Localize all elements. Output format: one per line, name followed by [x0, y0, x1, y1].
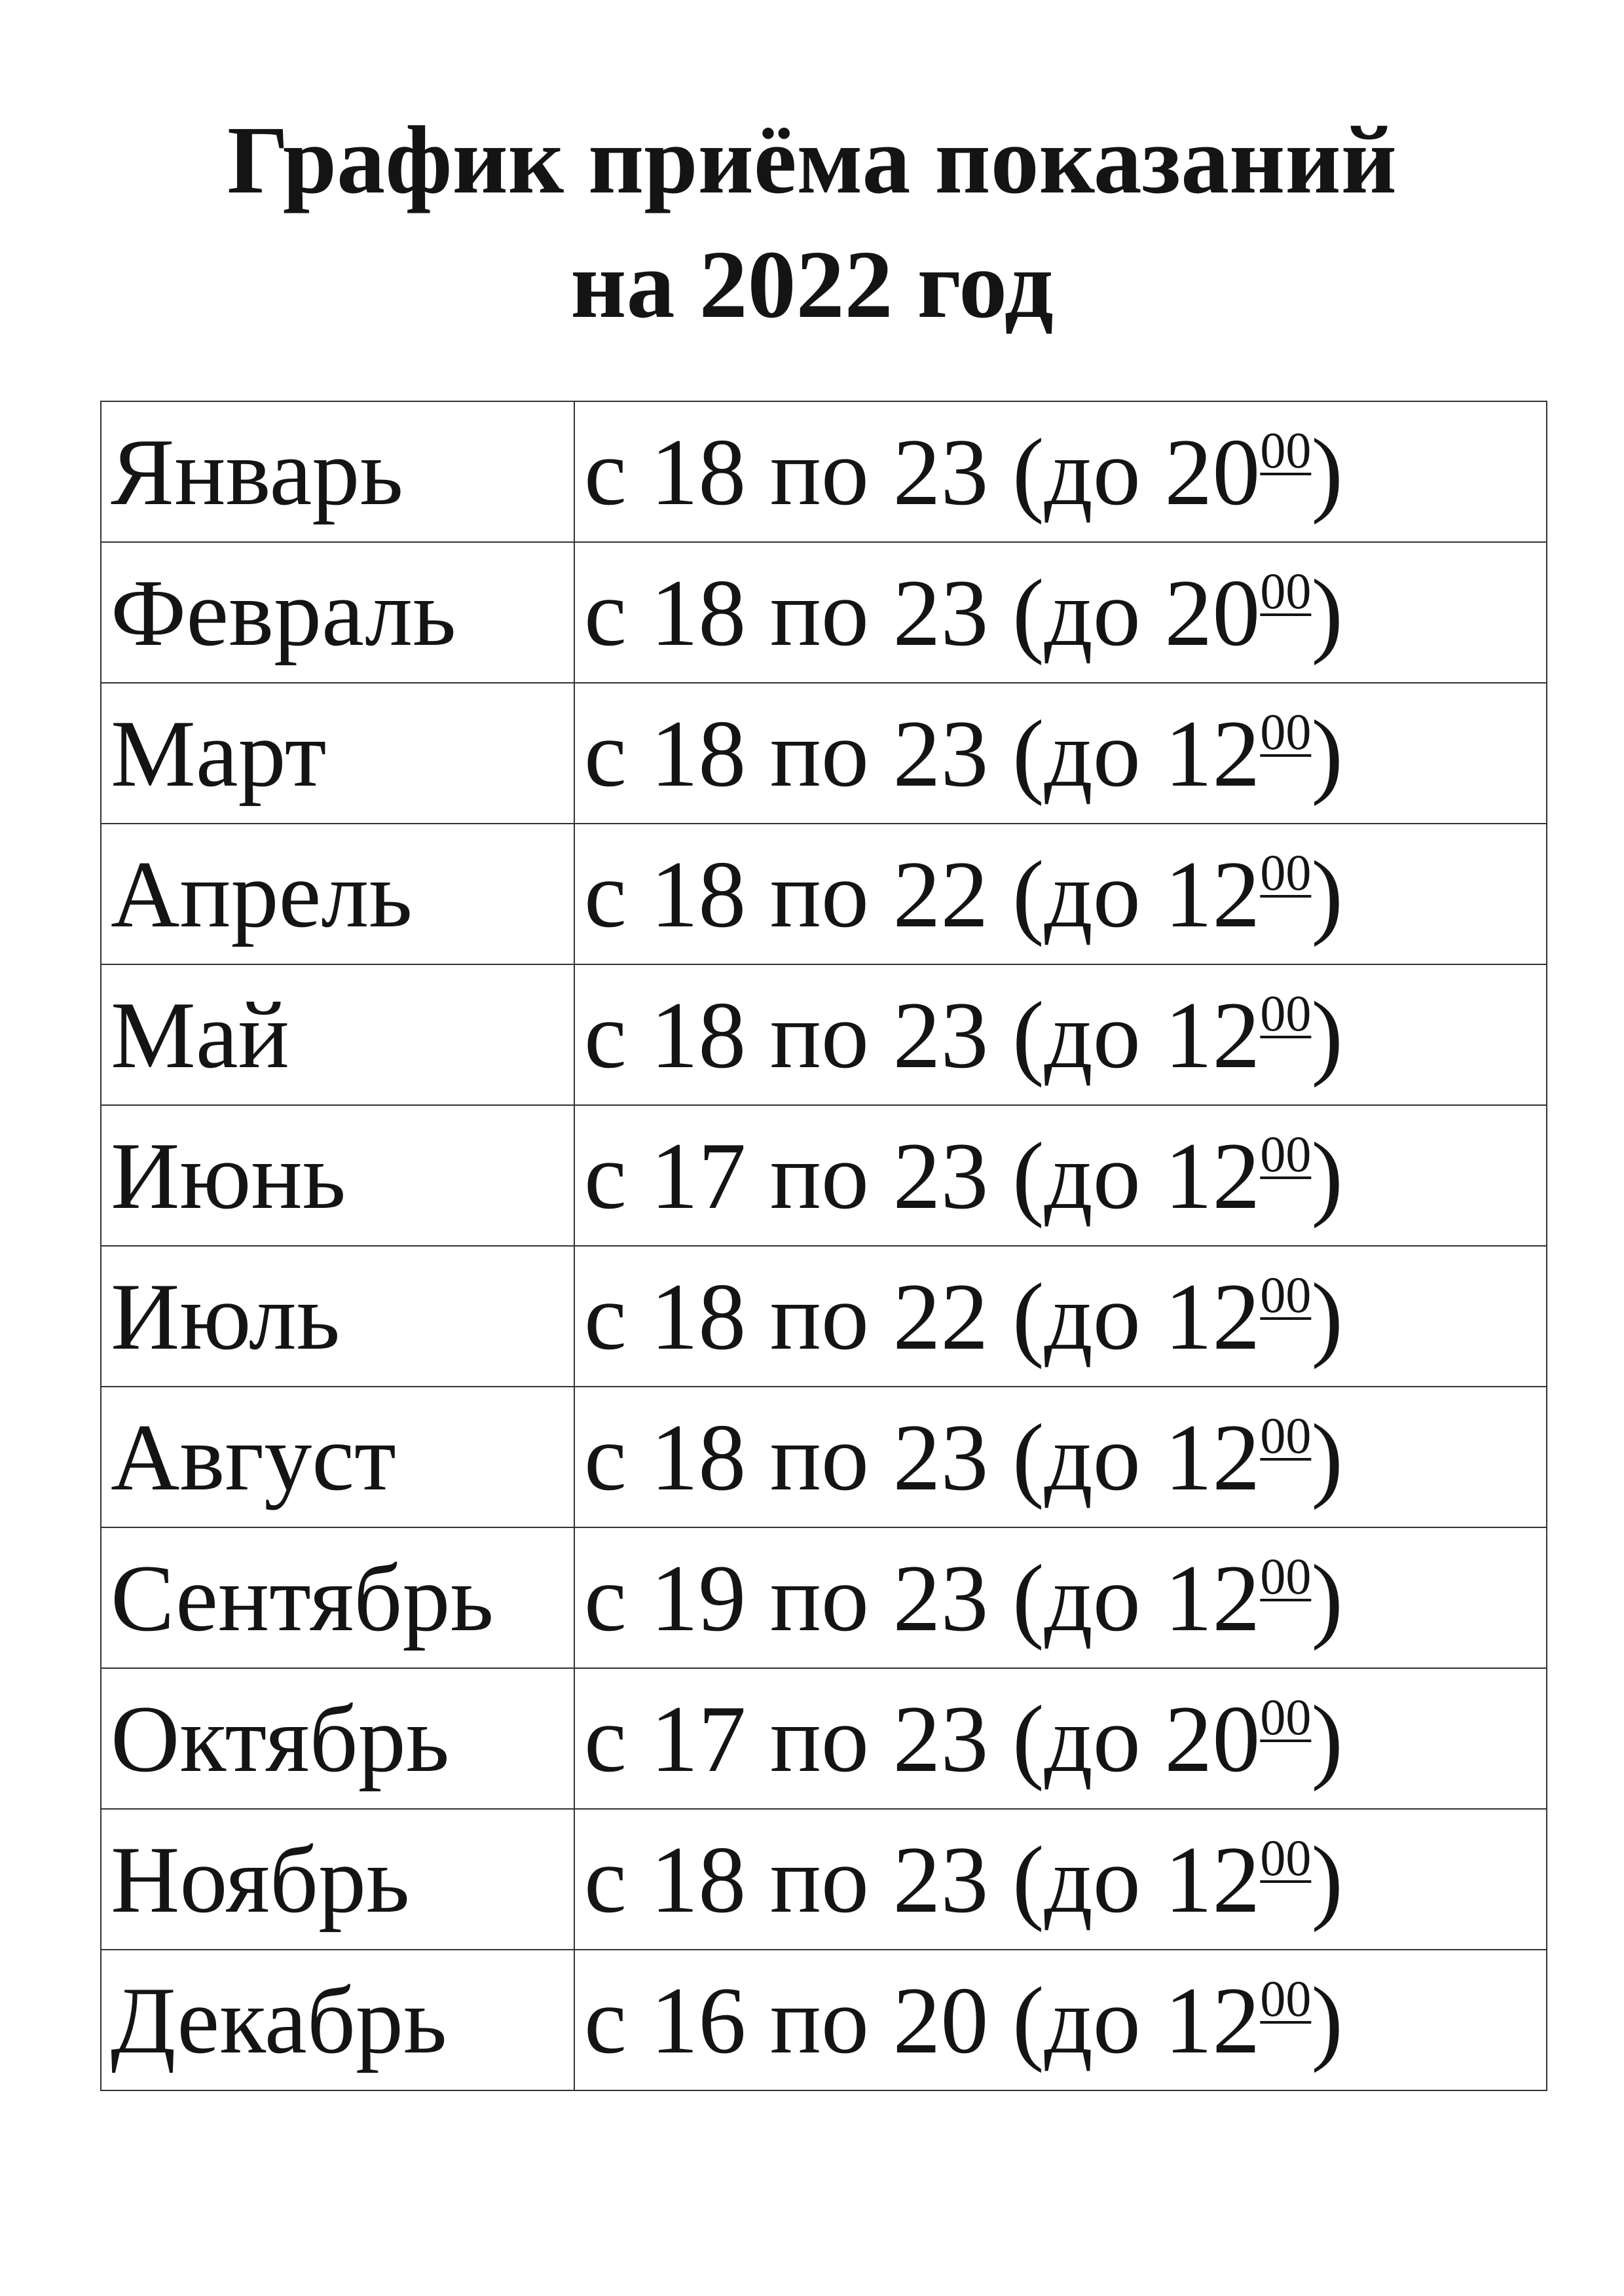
time-minutes: 00: [1260, 1125, 1312, 1182]
range-close: ): [1311, 1404, 1343, 1510]
month-cell: Январь: [101, 401, 574, 542]
range-close: ): [1311, 700, 1343, 807]
month-cell: Май: [101, 964, 574, 1105]
range-cell: [574, 824, 1547, 964]
time-minutes: 00: [1260, 562, 1312, 619]
range-close: ): [1311, 1122, 1343, 1229]
table-row: [101, 1387, 1547, 1527]
time-minutes: 00: [1260, 1688, 1312, 1745]
month-cell: Декабрь: [101, 1950, 574, 2090]
range-text: с 17 по 23 (до 20: [584, 1685, 1261, 1792]
range-text: с 18 по 22 (до 12: [584, 1263, 1261, 1370]
range-text: с 18 по 22 (до 12: [584, 841, 1261, 947]
table-row: [101, 824, 1547, 964]
table-row: [101, 1527, 1547, 1668]
table-row: [101, 964, 1547, 1105]
time-minutes: 00: [1260, 1829, 1312, 1886]
range-text: с 18 по 23 (до 20: [584, 559, 1261, 666]
time-minutes: 00: [1260, 984, 1312, 1042]
range-text: с 18 по 23 (до 12: [584, 700, 1261, 807]
range-close: ): [1311, 1544, 1343, 1651]
table-row: [101, 1105, 1547, 1246]
table-row: [101, 542, 1547, 683]
range-close: ): [1311, 981, 1343, 1088]
month-cell: Февраль: [101, 542, 574, 683]
time-minutes: 00: [1260, 702, 1312, 760]
range-text: с 18 по 23 (до 12: [584, 1404, 1261, 1510]
time-minutes: 00: [1260, 1406, 1312, 1464]
range-cell: [574, 1105, 1547, 1246]
range-cell: [574, 542, 1547, 683]
table-row: [101, 683, 1547, 824]
table-row: [101, 1668, 1547, 1809]
range-cell: [574, 964, 1547, 1105]
month-cell: Апрель: [101, 824, 574, 964]
range-close: ): [1311, 1967, 1343, 2073]
month-cell: Сентябрь: [101, 1527, 574, 1668]
month-cell: Март: [101, 683, 574, 824]
time-minutes: 00: [1260, 843, 1312, 901]
range-text: с 16 по 20 (до 12: [584, 1967, 1261, 2073]
range-close: ): [1311, 841, 1343, 947]
range-cell: [574, 1668, 1547, 1809]
range-cell: [574, 1246, 1547, 1387]
time-minutes: 00: [1260, 1266, 1312, 1323]
title-line-2: на 2022 год: [570, 231, 1054, 338]
range-cell: [574, 683, 1547, 824]
document-title: [0, 98, 1624, 347]
month-cell: Ноябрь: [101, 1809, 574, 1950]
table-row: [101, 1246, 1547, 1387]
month-cell: Июль: [101, 1246, 574, 1387]
month-cell: Июнь: [101, 1105, 574, 1246]
table-row: [101, 1950, 1547, 2090]
range-close: ): [1311, 1826, 1343, 1933]
range-close: ): [1311, 559, 1343, 666]
time-minutes: 00: [1260, 421, 1312, 479]
month-cell: Август: [101, 1387, 574, 1527]
range-text: с 18 по 23 (до 12: [584, 981, 1261, 1088]
title-line-1: График приёма показаний: [227, 107, 1397, 214]
time-minutes: 00: [1260, 1547, 1312, 1605]
schedule-table: [100, 401, 1547, 2091]
month-cell: Октябрь: [101, 1668, 574, 1809]
range-text: с 18 по 23 (до 20: [584, 418, 1261, 525]
range-cell: [574, 1527, 1547, 1668]
range-cell: [574, 1809, 1547, 1950]
range-close: ): [1311, 418, 1343, 525]
range-cell: [574, 1950, 1547, 2090]
time-minutes: 00: [1260, 1969, 1312, 2027]
range-close: ): [1311, 1685, 1343, 1792]
table-row: [101, 401, 1547, 542]
range-text: с 18 по 23 (до 12: [584, 1826, 1261, 1933]
range-cell: [574, 1387, 1547, 1527]
range-cell: [574, 401, 1547, 542]
range-text: с 17 по 23 (до 12: [584, 1122, 1261, 1229]
table-row: [101, 1809, 1547, 1950]
range-text: с 19 по 23 (до 12: [584, 1544, 1261, 1651]
range-close: ): [1311, 1263, 1343, 1370]
